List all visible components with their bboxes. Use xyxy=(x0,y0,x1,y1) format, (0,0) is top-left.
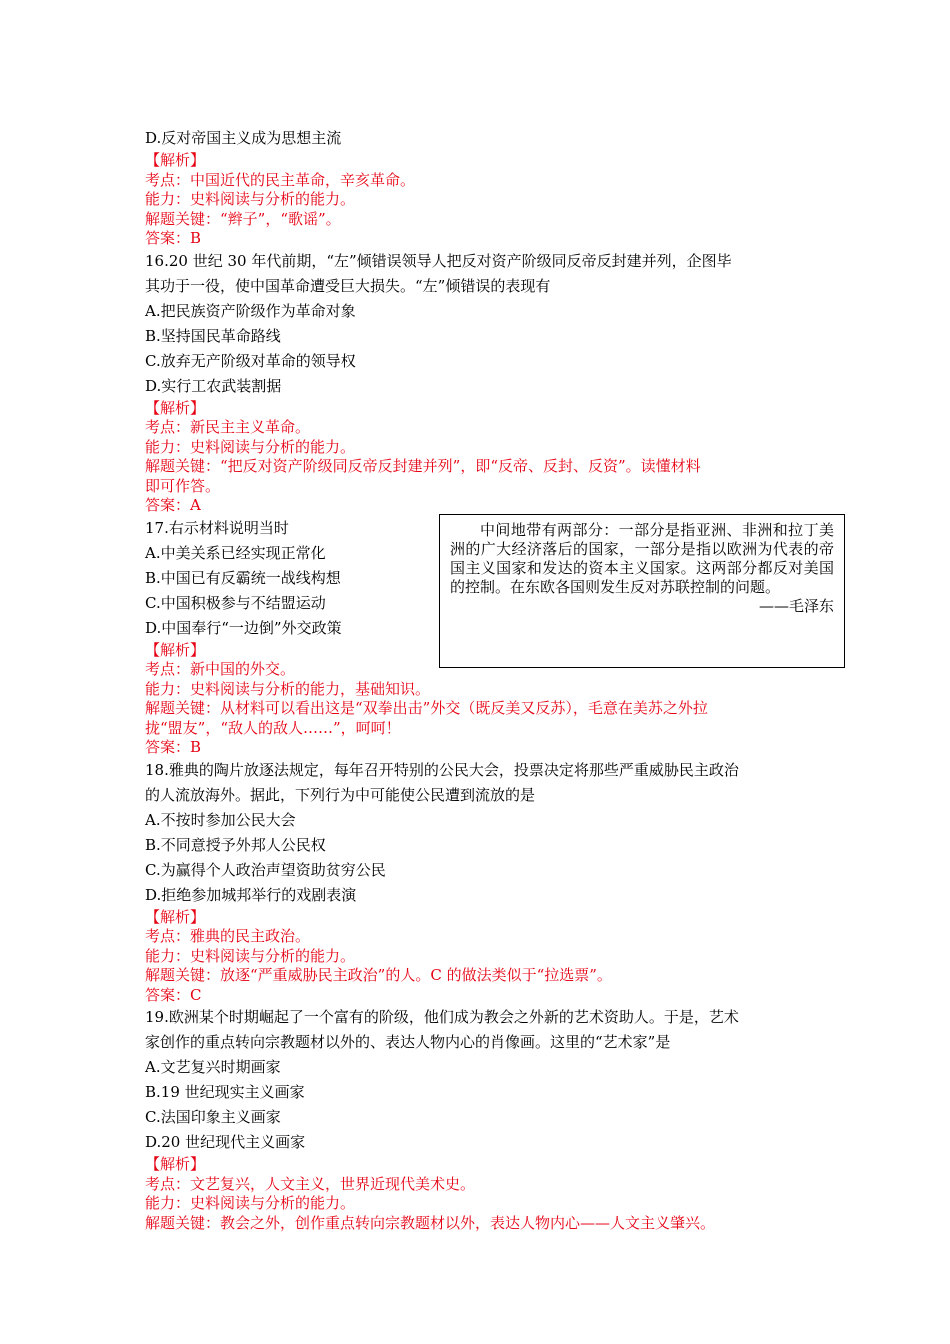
analysis-label: 【解析】 xyxy=(145,640,206,659)
option-d: D.实行工农武装割据 xyxy=(145,376,282,395)
analysis-ability: 能力：史料阅读与分析的能力。 xyxy=(145,437,356,456)
option-d: D.20 世纪现代主义画家 xyxy=(145,1133,306,1151)
analysis-answer: 答案：A xyxy=(145,496,201,514)
analysis-answer: 答案：C xyxy=(145,985,202,1004)
analysis-point: 考点：新民主主义革命。 xyxy=(145,418,311,436)
option-b: B.不同意授予外邦人公民权 xyxy=(145,835,326,854)
analysis-point: 考点：中国近代的民主革命，辛亥革命。 xyxy=(145,170,416,189)
analysis-answer: 答案：B xyxy=(145,229,202,247)
quote-text: 中间地带有两部分：一部分是指亚洲、非洲和拉丁美洲的广大经济落后的国家，一部分是指以欧洲为代表的帝国主义国家和发达的资本主义国家。这两部分都反对美国的控制。在东欧各国则发生反对苏联控制的问题。 xyxy=(450,521,834,596)
question-stem: 19.欧洲某个时期崛起了一个富有的阶级，他们成为教会之外新的艺术资助人。于是，艺术 xyxy=(145,1008,739,1026)
analysis-key: 即可作答。 xyxy=(145,476,221,495)
question-19 xyxy=(145,1005,815,1155)
option-a: A.中美关系已经实现正常化 xyxy=(145,543,326,562)
option-c: C.为赢得个人政治声望资助贫穷公民 xyxy=(145,860,386,879)
option-a: A.把民族资产阶级作为革命对象 xyxy=(145,301,356,320)
question-stem: 18.雅典的陶片放逐法规定，每年召开特别的公民大会，投票决定将那些严重威胁民主政治 xyxy=(145,760,739,779)
option-d: D.中国奉行“一边倒”外交政策 xyxy=(145,618,342,637)
analysis-16 xyxy=(145,399,815,516)
option-b: B.中国已有反霸统一战线构想 xyxy=(145,568,341,587)
q15-option-d: D.反对帝国主义成为思想主流 xyxy=(145,129,342,147)
analysis-point: 考点：雅典的民主政治。 xyxy=(145,927,311,945)
option-b: B.坚持国民革命路线 xyxy=(145,326,281,345)
analysis-key: 解题关键：教会之外，创作重点转向宗教题材以外，表达人物内心——人文主义肇兴。 xyxy=(145,1213,716,1232)
option-c: C.中国积极参与不结盟运动 xyxy=(145,593,326,612)
question-stem: 的人流放海外。据此，下列行为中可能使公民遭到流放的是 xyxy=(145,785,536,804)
analysis-label: 【解析】 xyxy=(145,907,206,926)
analysis-key: 解题关键：“把反对资产阶级同反帝反封建并列”，即“反帝、反封、反资”。读懂材料 xyxy=(145,457,701,475)
question-16 xyxy=(145,249,815,399)
analysis-answer: 答案：B xyxy=(145,738,202,756)
option-c: C.法国印象主义画家 xyxy=(145,1108,281,1126)
option-d: D.拒绝参加城邦举行的戏剧表演 xyxy=(145,885,357,904)
quote-box xyxy=(439,514,845,668)
analysis-18 xyxy=(145,908,815,1006)
option-c: C.放弃无产阶级对革命的领导权 xyxy=(145,351,356,370)
quote-author: ——毛泽东 xyxy=(758,597,834,615)
question-stem: 17.右示材料说明当时 xyxy=(145,518,289,537)
question-stem: 16.20 世纪 30 年代前期，“左”倾错误领导人把反对资产阶级同反帝反封建并列，企图毕 xyxy=(145,251,732,270)
analysis-label: 【解析】 xyxy=(145,151,206,169)
analysis-19 xyxy=(145,1155,815,1233)
analysis-label: 【解析】 xyxy=(145,398,206,417)
option-a: A.不按时参加公民大会 xyxy=(145,810,296,829)
analysis-ability: 能力：史料阅读与分析的能力，基础知识。 xyxy=(145,679,431,698)
analysis-key: 解题关键：从材料可以看出这是“双拳出击”外交（既反美又反苏），毛意在美苏之外拉 xyxy=(145,699,708,717)
option-a: A.文艺复兴时期画家 xyxy=(145,1058,281,1076)
analysis-ability: 能力：史料阅读与分析的能力。 xyxy=(145,1194,356,1212)
analysis-point: 考点：文艺复兴，人文主义，世界近现代美术史。 xyxy=(145,1174,476,1193)
analysis-key: 解题关键：放逐“严重威胁民主政治”的人。C 的做法类似于“拉选票”。 xyxy=(145,966,612,984)
question-stem: 家创作的重点转向宗教题材以外的、表达人物内心的肖像画。这里的“艺术家”是 xyxy=(145,1033,671,1051)
question-stem: 其功于一役，使中国革命遭受巨大损失。“左”倾错误的表现有 xyxy=(145,276,551,295)
question-18 xyxy=(145,758,815,908)
analysis-ability: 能力：史料阅读与分析的能力。 xyxy=(145,190,356,208)
option-b: B.19 世纪现实主义画家 xyxy=(145,1083,305,1101)
analysis-point: 考点：新中国的外交。 xyxy=(145,660,296,678)
analysis-key: 拢“盟友”，“敌人的敌人……”，呵呵！ xyxy=(145,718,401,737)
analysis-15 xyxy=(145,151,815,249)
analysis-ability: 能力：史料阅读与分析的能力。 xyxy=(145,946,356,965)
analysis-key: 解题关键：“辫子”，“歌谣”。 xyxy=(145,209,341,228)
analysis-label: 【解析】 xyxy=(145,1155,206,1173)
document-page xyxy=(145,126,815,1233)
